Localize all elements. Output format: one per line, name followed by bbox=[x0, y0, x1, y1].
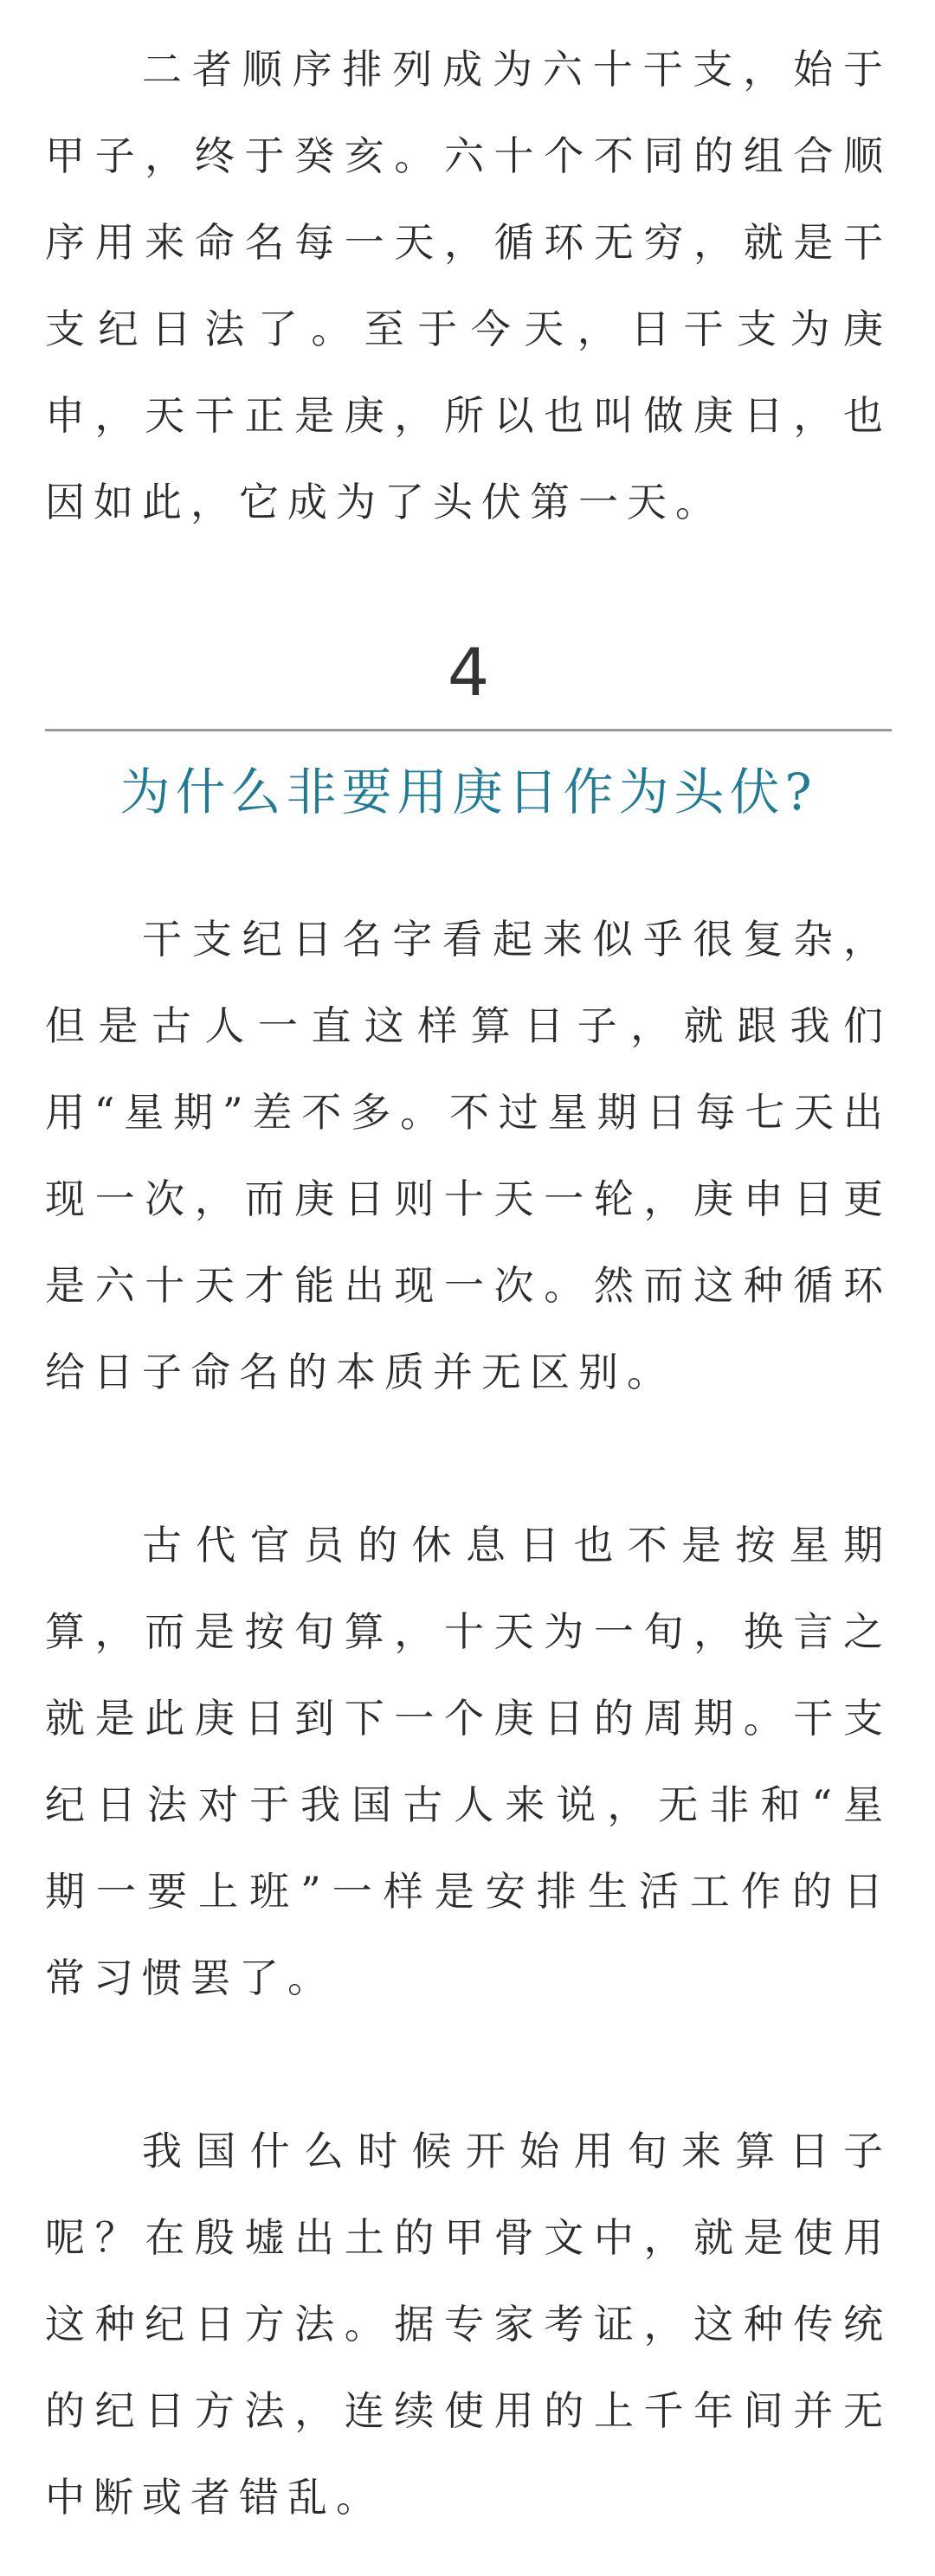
section-divider bbox=[45, 729, 892, 731]
paragraph-oracle-bone-history: 我国什么时候开始用旬来算日子呢？在殷墟出土的甲骨文中，就是使用这种纪日方法。据专家考证，这种传统的纪日方法，连续使用的上千年间并无中断或者错乱。 bbox=[45, 2128, 892, 2521]
article-body bbox=[45, 0, 892, 2541]
paragraph-week-comparison: 干支纪日名字看起来似乎很复杂，但是古人一直这样算日子，就跟我们用“星期”差不多。不过星期日每七天出现一次，而庚日则十天一轮，庚申日更是六十天才能出现一次。然而这种循环给日子命名的本质并无区别。 bbox=[45, 916, 892, 1395]
section-spacer bbox=[45, 835, 892, 896]
paragraph-ganzhi-day-counting: 二者顺序排列成为六十干支，始于甲子，终于癸亥。六十个不同的组合顺序用来命名每一天，循环无穷，就是干支纪日法了。至于今天，日干支为庚申，天干正是庚，所以也叫做庚日，也因如此，它成为了头伏第一天。 bbox=[45, 46, 892, 525]
paragraph-official-rest-days: 古代官员的休息日也不是按星期算，而是按旬算，十天为一旬，换言之就是此庚日到下一个庚日的周期。干支纪日法对于我国古人来说，无非和“星期一要上班”一样是安排生活工作的日常习惯罢了。 bbox=[45, 1522, 892, 2001]
section-heading: 为什么非要用庚日作为头伏? bbox=[119, 763, 817, 821]
section-number: 4 bbox=[447, 634, 490, 711]
